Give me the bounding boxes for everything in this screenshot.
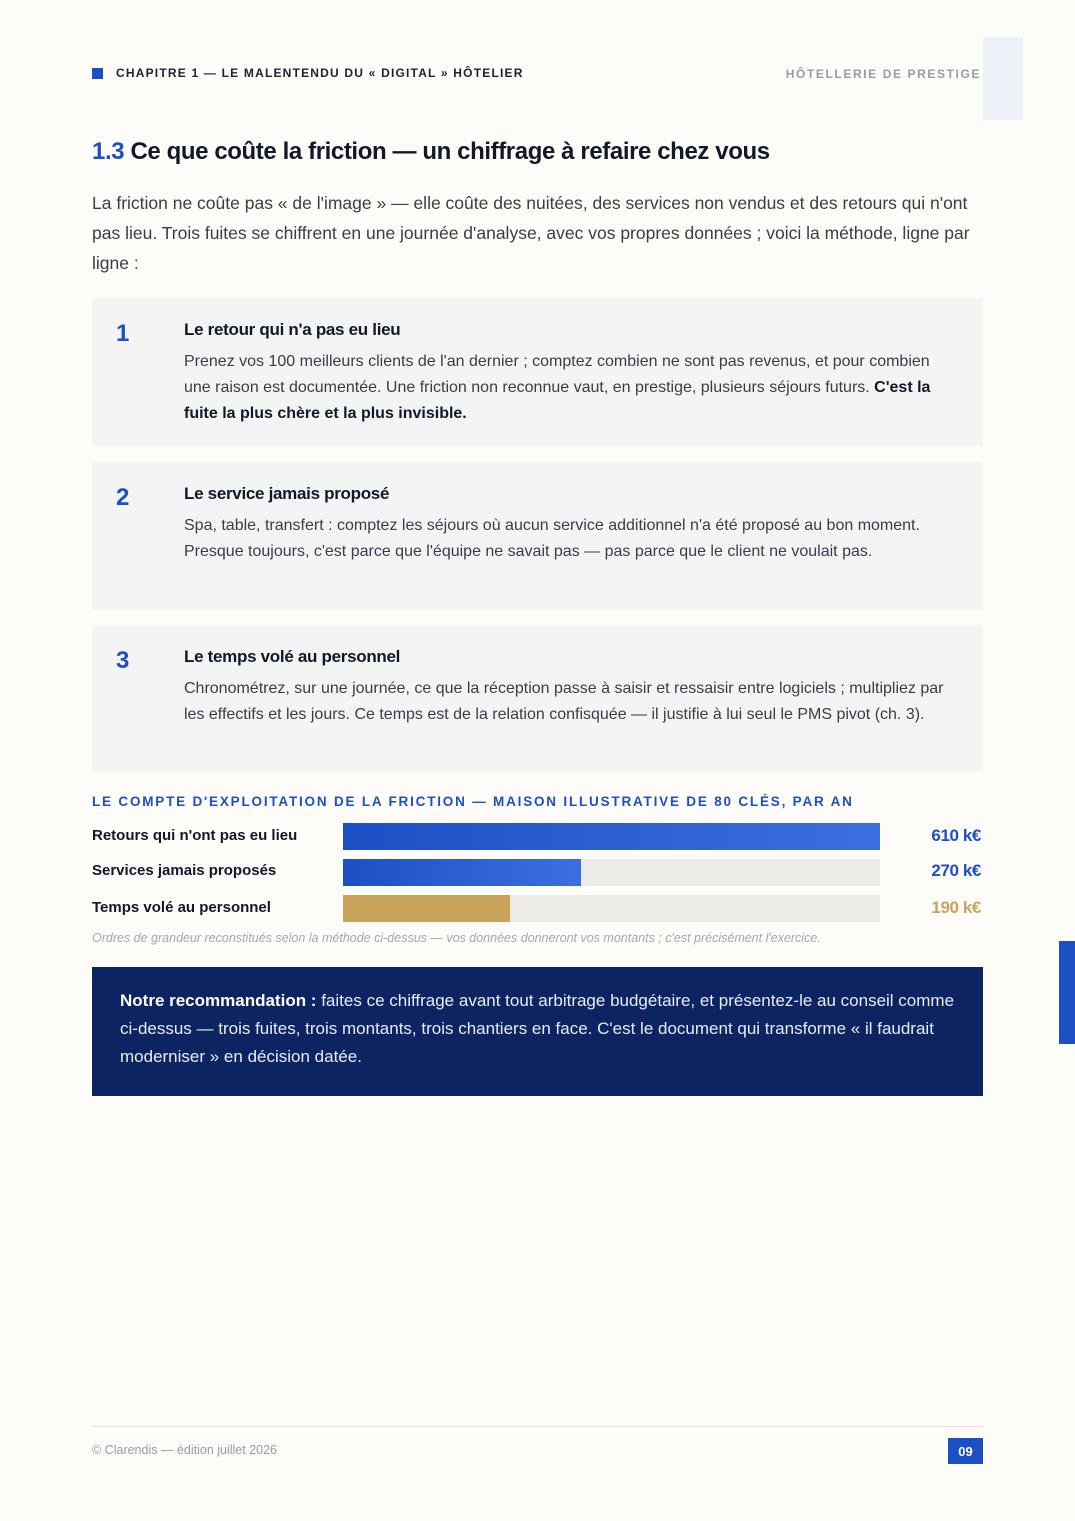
section-heading-text: Ce que coûte la friction — un chiffrage à refaire chez vous	[130, 138, 770, 165]
leak-body-text: Prenez vos 100 meilleurs clients de l'an dernier ; comptez combien ne sont pas revenus, et pour combien une raison est documentée. Une friction non reconnue vaut, en prestige, plusieurs séjours futurs.	[184, 353, 930, 396]
bar	[343, 859, 581, 886]
leak-emphasis: C'est la fuite la plus chère et la plus invisible.	[184, 379, 931, 422]
bar	[343, 895, 510, 922]
bar-label: Temps volé au personnel	[92, 899, 271, 916]
bar-value-label: 190 k€	[931, 898, 981, 917]
leak-body	[184, 349, 959, 427]
leak-title: Le service jamais proposé	[184, 484, 390, 503]
running-header	[92, 66, 524, 80]
chapter-side-tab	[1059, 941, 1075, 1044]
leak-body: Chronométrez, sur une journée, ce que la réception passe à saisir et ressaisir entre logiciels ; multipliez par les effectifs et les jours. Ce temps est de la relation confisquée — il justifie à lui seul le PMS pivot (ch. 3).	[184, 680, 944, 723]
recommendation-body: faites ce chiffrage avant tout arbitrage budgétaire, et présentez-le au conseil comme ci-dessus — trois fuites, trois montants, trois chantiers en face. C'est le document qui transforme « il faudrait moderniser » en décision datée.	[120, 991, 955, 1066]
leak-title: Le retour qui n'a pas eu lieu	[184, 320, 401, 339]
footer-divider	[92, 1426, 983, 1427]
bar-label: Services jamais proposés	[92, 862, 277, 879]
bar	[343, 823, 880, 850]
leak-card	[92, 298, 983, 446]
recommendation-lead: Notre recommandation :	[120, 991, 317, 1010]
intro-paragraph: La friction ne coûte pas « de l'image » — elle coûte des nuitées, des services non vendus et des retours qui n'ont pas lieu. Trois fuites se chiffrent en une journée d'analyse, avec vos propres données ; voici la méthode, ligne par ligne :	[92, 193, 970, 273]
bar-track	[343, 823, 880, 850]
footer-copyright: © Clarendis — édition juillet 2026	[92, 1443, 278, 1457]
leak-title: Le temps volé au personnel	[184, 647, 401, 666]
leak-number: 2	[116, 484, 130, 511]
chart-title: LE COMPTE D'EXPLOITATION DE LA FRICTION — MAISON ILLUSTRATIVE DE 80 CLÉS, PAR AN	[92, 794, 854, 809]
bar-track	[343, 859, 880, 886]
leak-body: Spa, table, transfert : comptez les séjours où aucun service additionnel n'a été proposé au bon moment. Presque toujours, c'est parce que l'équipe ne savait pas — pas parce que le client ne voulait pas.	[184, 517, 920, 560]
header-square-icon	[92, 68, 103, 79]
bar-track	[343, 895, 880, 922]
recommendation-box	[92, 967, 983, 1096]
leak-number: 1	[116, 320, 130, 347]
leak-card	[92, 625, 983, 772]
bar-label: Retours qui n'ont pas eu lieu	[92, 827, 298, 844]
section-title	[92, 138, 770, 166]
chapter-label: CHAPITRE 1 — LE MALENTENDU DU « DIGITAL » HÔTELIER	[116, 66, 524, 80]
bar-value-label: 610 k€	[931, 826, 981, 845]
publication-label: HÔTELLERIE DE PRESTIGE	[785, 67, 981, 81]
bar-value-label: 270 k€	[931, 861, 981, 880]
leak-number: 3	[116, 647, 130, 674]
section-number: 1.3	[92, 138, 125, 165]
leak-card	[92, 462, 983, 609]
recommendation-text	[120, 987, 965, 1071]
chart-note: Ordres de grandeur reconstitués selon la méthode ci-dessus — vos données donneront vos montants ; c'est précisément l'exercice.	[92, 931, 821, 945]
page-number: 09	[948, 1438, 983, 1464]
chapter-digit-decoration	[983, 37, 1023, 120]
